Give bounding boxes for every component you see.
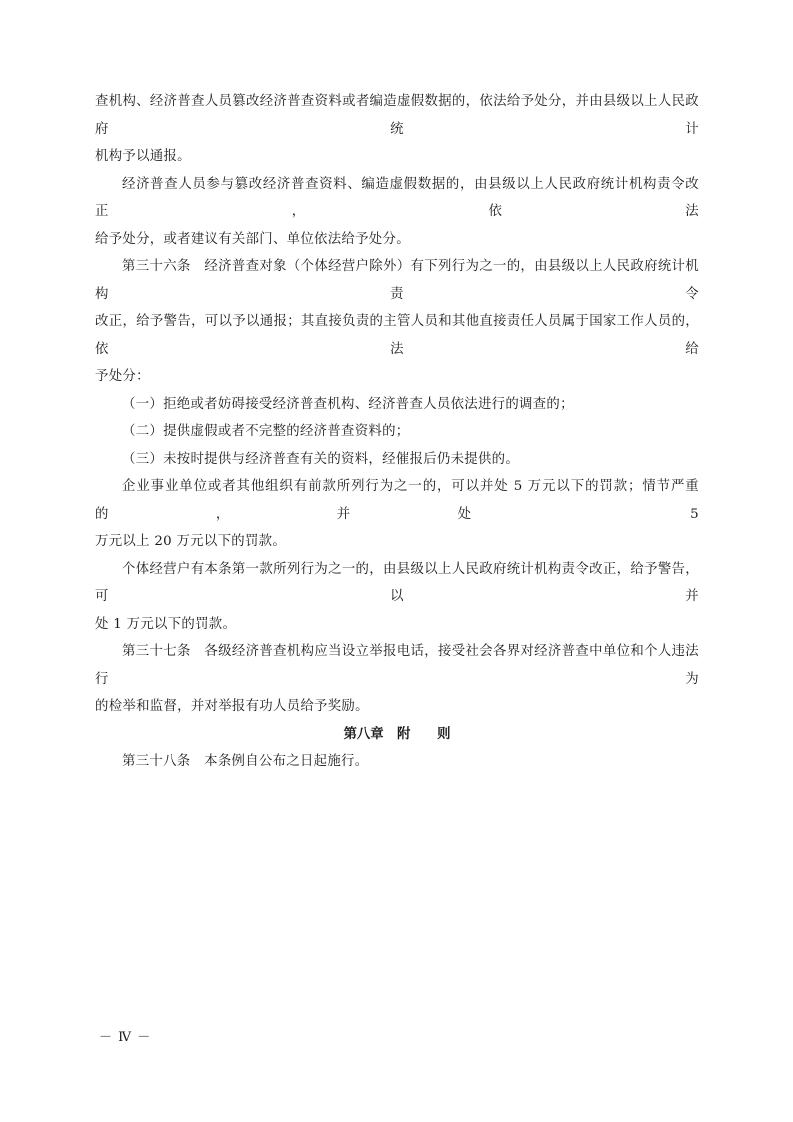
paragraph-individual-line-2: 处 1 万元以下的罚款。 [95, 616, 237, 632]
paragraph-1-line-1: 查机构、经济普查人员篡改经济普查资料或者编造虚假数据的，依法给予处分，并由县级以上人民政府统计 [95, 94, 699, 137]
item-2: （二）提供虚假或者不完整的经济普查资料的； [122, 424, 410, 439]
paragraph-individual-line-1: 个体经营户有本条第一款所列行为之一的，由县级以上人民政府统计机构责令改正，给予警告，可以并 [95, 561, 699, 604]
paragraph-1-line-2: 机构予以通报。 [95, 149, 191, 164]
article-37-line-2: 的检举和监督，并对举报有功人员给予奖励。 [95, 699, 369, 714]
paragraph-fines-line-1: 企业事业单位或者其他组织有前款所列行为之一的，可以并处 5 万元以下的罚款；情节严重的，并处 5 [95, 479, 699, 522]
article-36-line-3: 予处分： [95, 369, 150, 384]
article-38: 第三十八条 本条例自公布之日起施行。 [122, 754, 369, 769]
article-36-line-1: 第三十六条 经济普查对象（个体经营户除外）有下列行为之一的，由县级以上人民政府统计机构责令 [95, 259, 699, 302]
paragraph-fines-line-2: 万元以上 20 万元以下的罚款。 [95, 534, 287, 549]
article-37-line-1: 第三十七条 各级经济普查机构应当设立举报电话，接受社会各界对经济普查中单位和个人违法行为 [95, 644, 699, 687]
page-number: － Ⅳ － [99, 1030, 152, 1045]
item-3: （三）未按时提供与经济普查有关的资料，经催报后仍未提供的。 [122, 451, 520, 467]
chapter-title: 第八章 附 则 [343, 726, 451, 742]
item-1: （一）拒绝或者妨碍接受经济普查机构、经济普查人员依法进行的调查的； [122, 396, 574, 412]
paragraph-2-line-1: 经济普查人员参与篡改经济普查资料、编造虚假数据的，由县级以上人民政府统计机构责令改正，依法 [95, 176, 699, 219]
article-36-line-2: 改正，给予警告，可以予以通报；其直接负责的主管人员和其他直接责任人员属于国家工作人员的，依法给 [95, 314, 699, 357]
document-body [95, 88, 699, 776]
paragraph-2-line-2: 给予处分，或者建议有关部门、单位依法给予处分。 [95, 231, 410, 247]
